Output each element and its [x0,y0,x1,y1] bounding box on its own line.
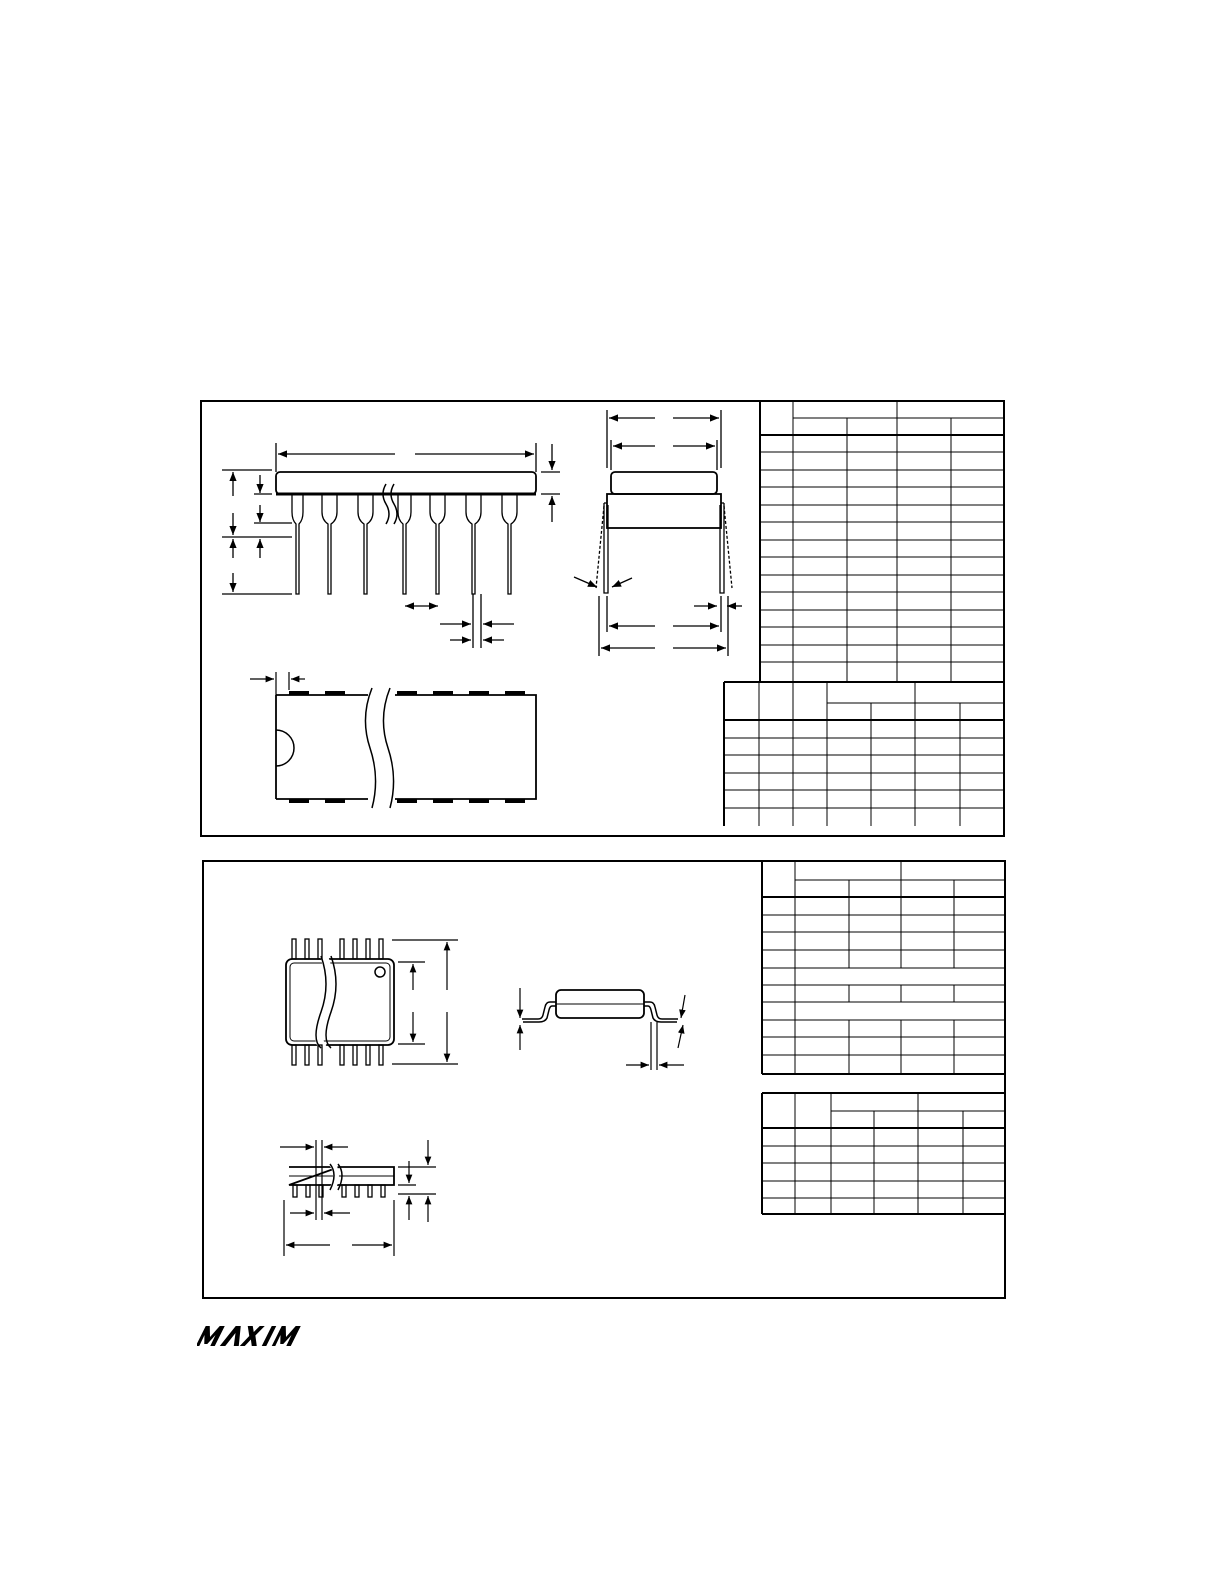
dip-frame [201,401,1004,836]
dip-dimension-table [724,401,1004,682]
tssop-frame [203,861,1005,1298]
tssop-pin-count-table [762,1093,1005,1214]
dip-top-pins [289,691,525,803]
tssop-end-view [520,988,685,1070]
tssop-top-pins [292,939,383,1065]
dip-side-pins [292,494,517,594]
tssop-top-view [286,939,458,1065]
dip-top-view [250,672,536,808]
dip-pin-count-table [724,682,1004,826]
tssop-side-view [280,1140,436,1256]
dip-side-view [222,443,560,648]
maxim-logo [197,1325,313,1347]
dip-end-view [574,410,742,656]
tssop-dimension-table [762,861,1005,1074]
